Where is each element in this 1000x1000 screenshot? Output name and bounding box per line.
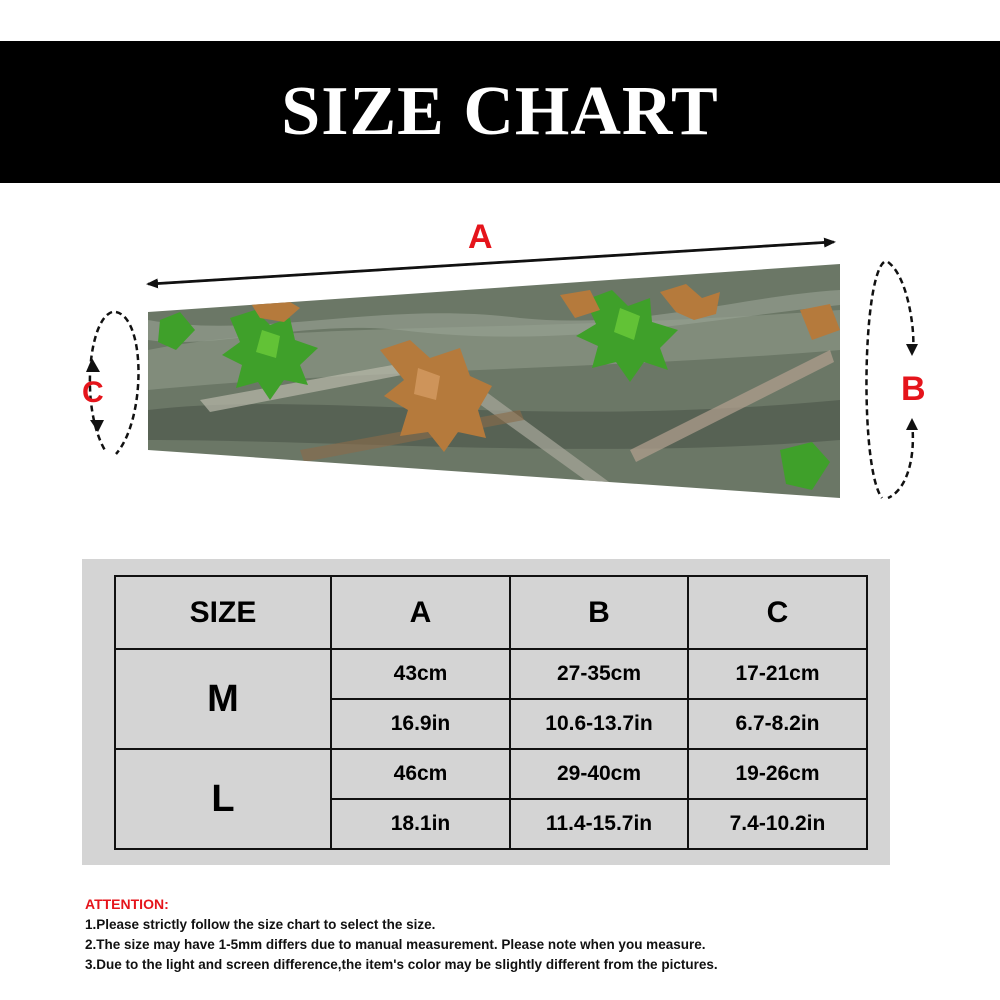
table-row (115, 649, 867, 699)
cell-m-c-in: 6.7-8.2in (688, 699, 867, 749)
cell-l-a-cm: 46cm (331, 749, 510, 799)
attention-title: ATTENTION: (85, 896, 169, 912)
sleeve-diagram (0, 200, 1000, 520)
camo-sleeve (140, 260, 850, 505)
attention-note: 3.Due to the light and screen difference,the item's color may be slightly different from the pictures. (85, 957, 718, 972)
column-header-a: A (331, 576, 510, 649)
dimension-label-b: B (901, 370, 926, 408)
size-table-panel (82, 559, 890, 865)
size-m-label: M (115, 649, 331, 749)
table-row (115, 749, 867, 799)
attention-note: 2.The size may have 1-5mm differs due to manual measurement. Please note when you measure. (85, 937, 706, 952)
column-header-c: C (688, 576, 867, 649)
cell-l-a-in: 18.1in (331, 799, 510, 849)
cell-m-a-cm: 43cm (331, 649, 510, 699)
cell-m-b-in: 10.6-13.7in (510, 699, 688, 749)
column-header-b: B (510, 576, 688, 649)
size-table (114, 575, 868, 850)
cell-m-c-cm: 17-21cm (688, 649, 867, 699)
cell-l-b-in: 11.4-15.7in (510, 799, 688, 849)
dimension-label-c: C (82, 376, 104, 409)
table-header-row (115, 576, 867, 649)
page-title: SIZE CHART (281, 73, 719, 150)
attention-section (85, 896, 965, 975)
sleeve-illustration (0, 200, 1000, 520)
column-header-size: SIZE (115, 576, 331, 649)
size-l-label: L (115, 749, 331, 849)
header-bar (0, 41, 1000, 183)
cell-l-b-cm: 29-40cm (510, 749, 688, 799)
cell-m-b-cm: 27-35cm (510, 649, 688, 699)
attention-note: 1.Please strictly follow the size chart to select the size. (85, 917, 436, 932)
cell-m-a-in: 16.9in (331, 699, 510, 749)
dimension-label-a: A (468, 218, 493, 256)
cell-l-c-in: 7.4-10.2in (688, 799, 867, 849)
cell-l-c-cm: 19-26cm (688, 749, 867, 799)
